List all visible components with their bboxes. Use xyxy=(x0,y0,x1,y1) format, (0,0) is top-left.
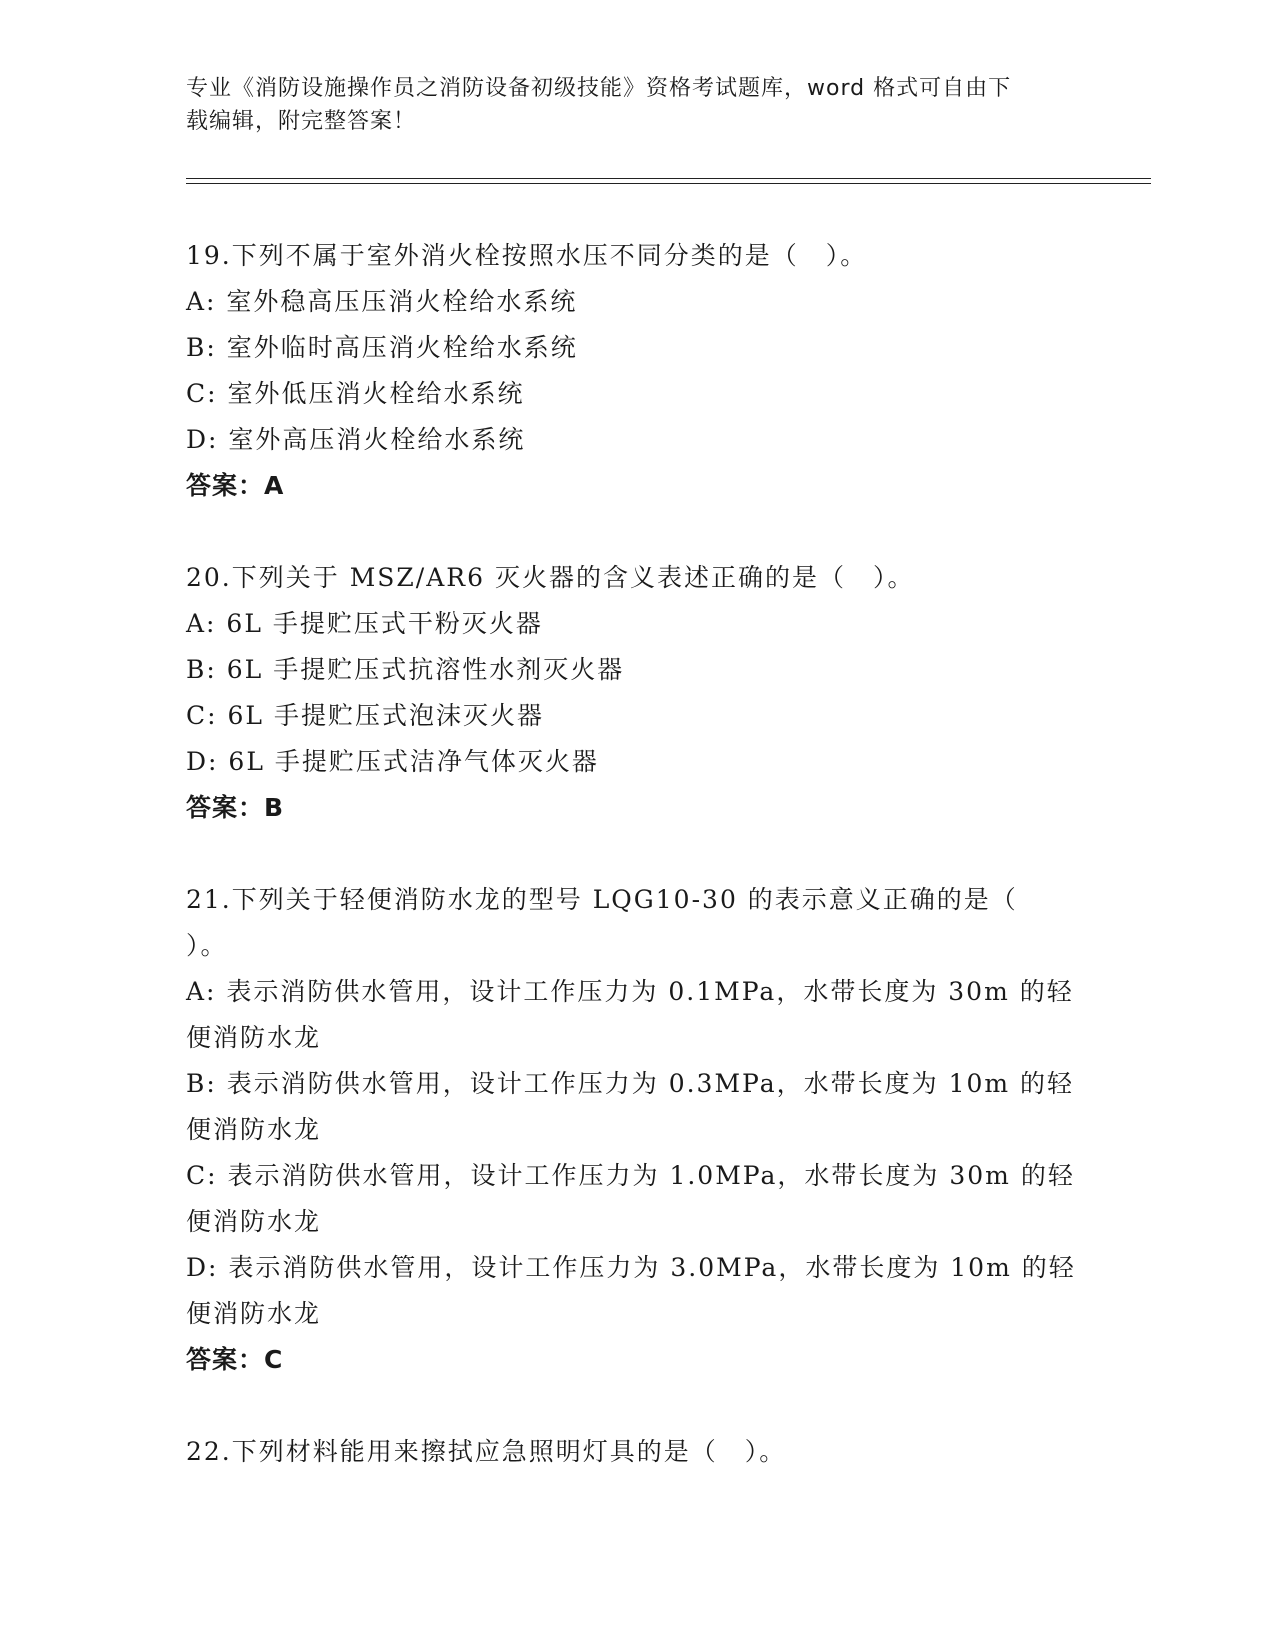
question-block xyxy=(186,1429,1086,1475)
question-list xyxy=(186,233,1086,1475)
option-text: B: 室外临时高压消火栓给水系统 xyxy=(186,333,578,362)
answer-option xyxy=(186,1061,1086,1153)
option-text: B: 6L 手提贮压式抗溶性水剂灭火器 xyxy=(186,655,625,684)
answer-option xyxy=(186,969,1086,1061)
answer-key: 答案：B xyxy=(186,793,285,822)
question-block xyxy=(186,233,1086,509)
option-text: D: 6L 手提贮压式洁净气体灭火器 xyxy=(186,747,599,776)
option-text: A: 6L 手提贮压式干粉灭火器 xyxy=(186,609,543,638)
option-text: B: 表示消防供水管用，设计工作压力为 0.3MPa，水带长度为 10m 的轻 xyxy=(186,1069,1075,1098)
answer-key: 答案：A xyxy=(186,471,285,500)
option-text: C: 表示消防供水管用，设计工作压力为 1.0MPa，水带长度为 30m 的轻 xyxy=(186,1161,1075,1190)
header-line-1: 专业《消防设施操作员之消防设备初级技能》资格考试题库，word 格式可自由下 xyxy=(186,76,1012,101)
option-text: C: 室外低压消火栓给水系统 xyxy=(186,379,525,408)
answer-option xyxy=(186,601,1086,647)
option-text: D: 表示消防供水管用，设计工作压力为 3.0MPa，水带长度为 10m 的轻 xyxy=(186,1253,1076,1282)
answer-option xyxy=(186,1153,1086,1245)
option-text: D: 室外高压消火栓给水系统 xyxy=(186,425,526,454)
answer-key: 答案：C xyxy=(186,1345,284,1374)
answer-option xyxy=(186,693,1086,739)
option-text: 便消防水龙 xyxy=(186,1299,322,1328)
document-header xyxy=(186,72,1066,138)
option-text: 便消防水龙 xyxy=(186,1023,322,1052)
question-stem: 20.下列关于 MSZ/AR6 灭火器的含义表述正确的是（ ）。 xyxy=(186,563,915,592)
option-text: 便消防水龙 xyxy=(186,1115,322,1144)
answer-option xyxy=(186,417,1086,463)
question-stem: ）。 xyxy=(186,931,228,960)
question-block xyxy=(186,555,1086,831)
header-divider-bottom xyxy=(186,183,1151,184)
question-stem: 19.下列不属于室外消火栓按照水压不同分类的是（ ）。 xyxy=(186,241,868,270)
header-line-2: 载编辑，附完整答案！ xyxy=(186,109,417,134)
question-stem: 22.下列材料能用来擦拭应急照明灯具的是（ ）。 xyxy=(186,1437,787,1466)
answer-option xyxy=(186,647,1086,693)
option-text: C: 6L 手提贮压式泡沫灭火器 xyxy=(186,701,544,730)
answer-option xyxy=(186,279,1086,325)
option-text: 便消防水龙 xyxy=(186,1207,322,1236)
answer-option xyxy=(186,371,1086,417)
header-divider-top xyxy=(186,178,1151,179)
question-stem: 21.下列关于轻便消防水龙的型号 LQG10-30 的表示意义正确的是（ xyxy=(186,885,1018,914)
question-block xyxy=(186,877,1086,1383)
option-text: A: 室外稳高压压消火栓给水系统 xyxy=(186,287,578,316)
option-text: A: 表示消防供水管用，设计工作压力为 0.1MPa，水带长度为 30m 的轻 xyxy=(186,977,1074,1006)
answer-option xyxy=(186,739,1086,785)
answer-option xyxy=(186,1245,1086,1337)
answer-option xyxy=(186,325,1086,371)
